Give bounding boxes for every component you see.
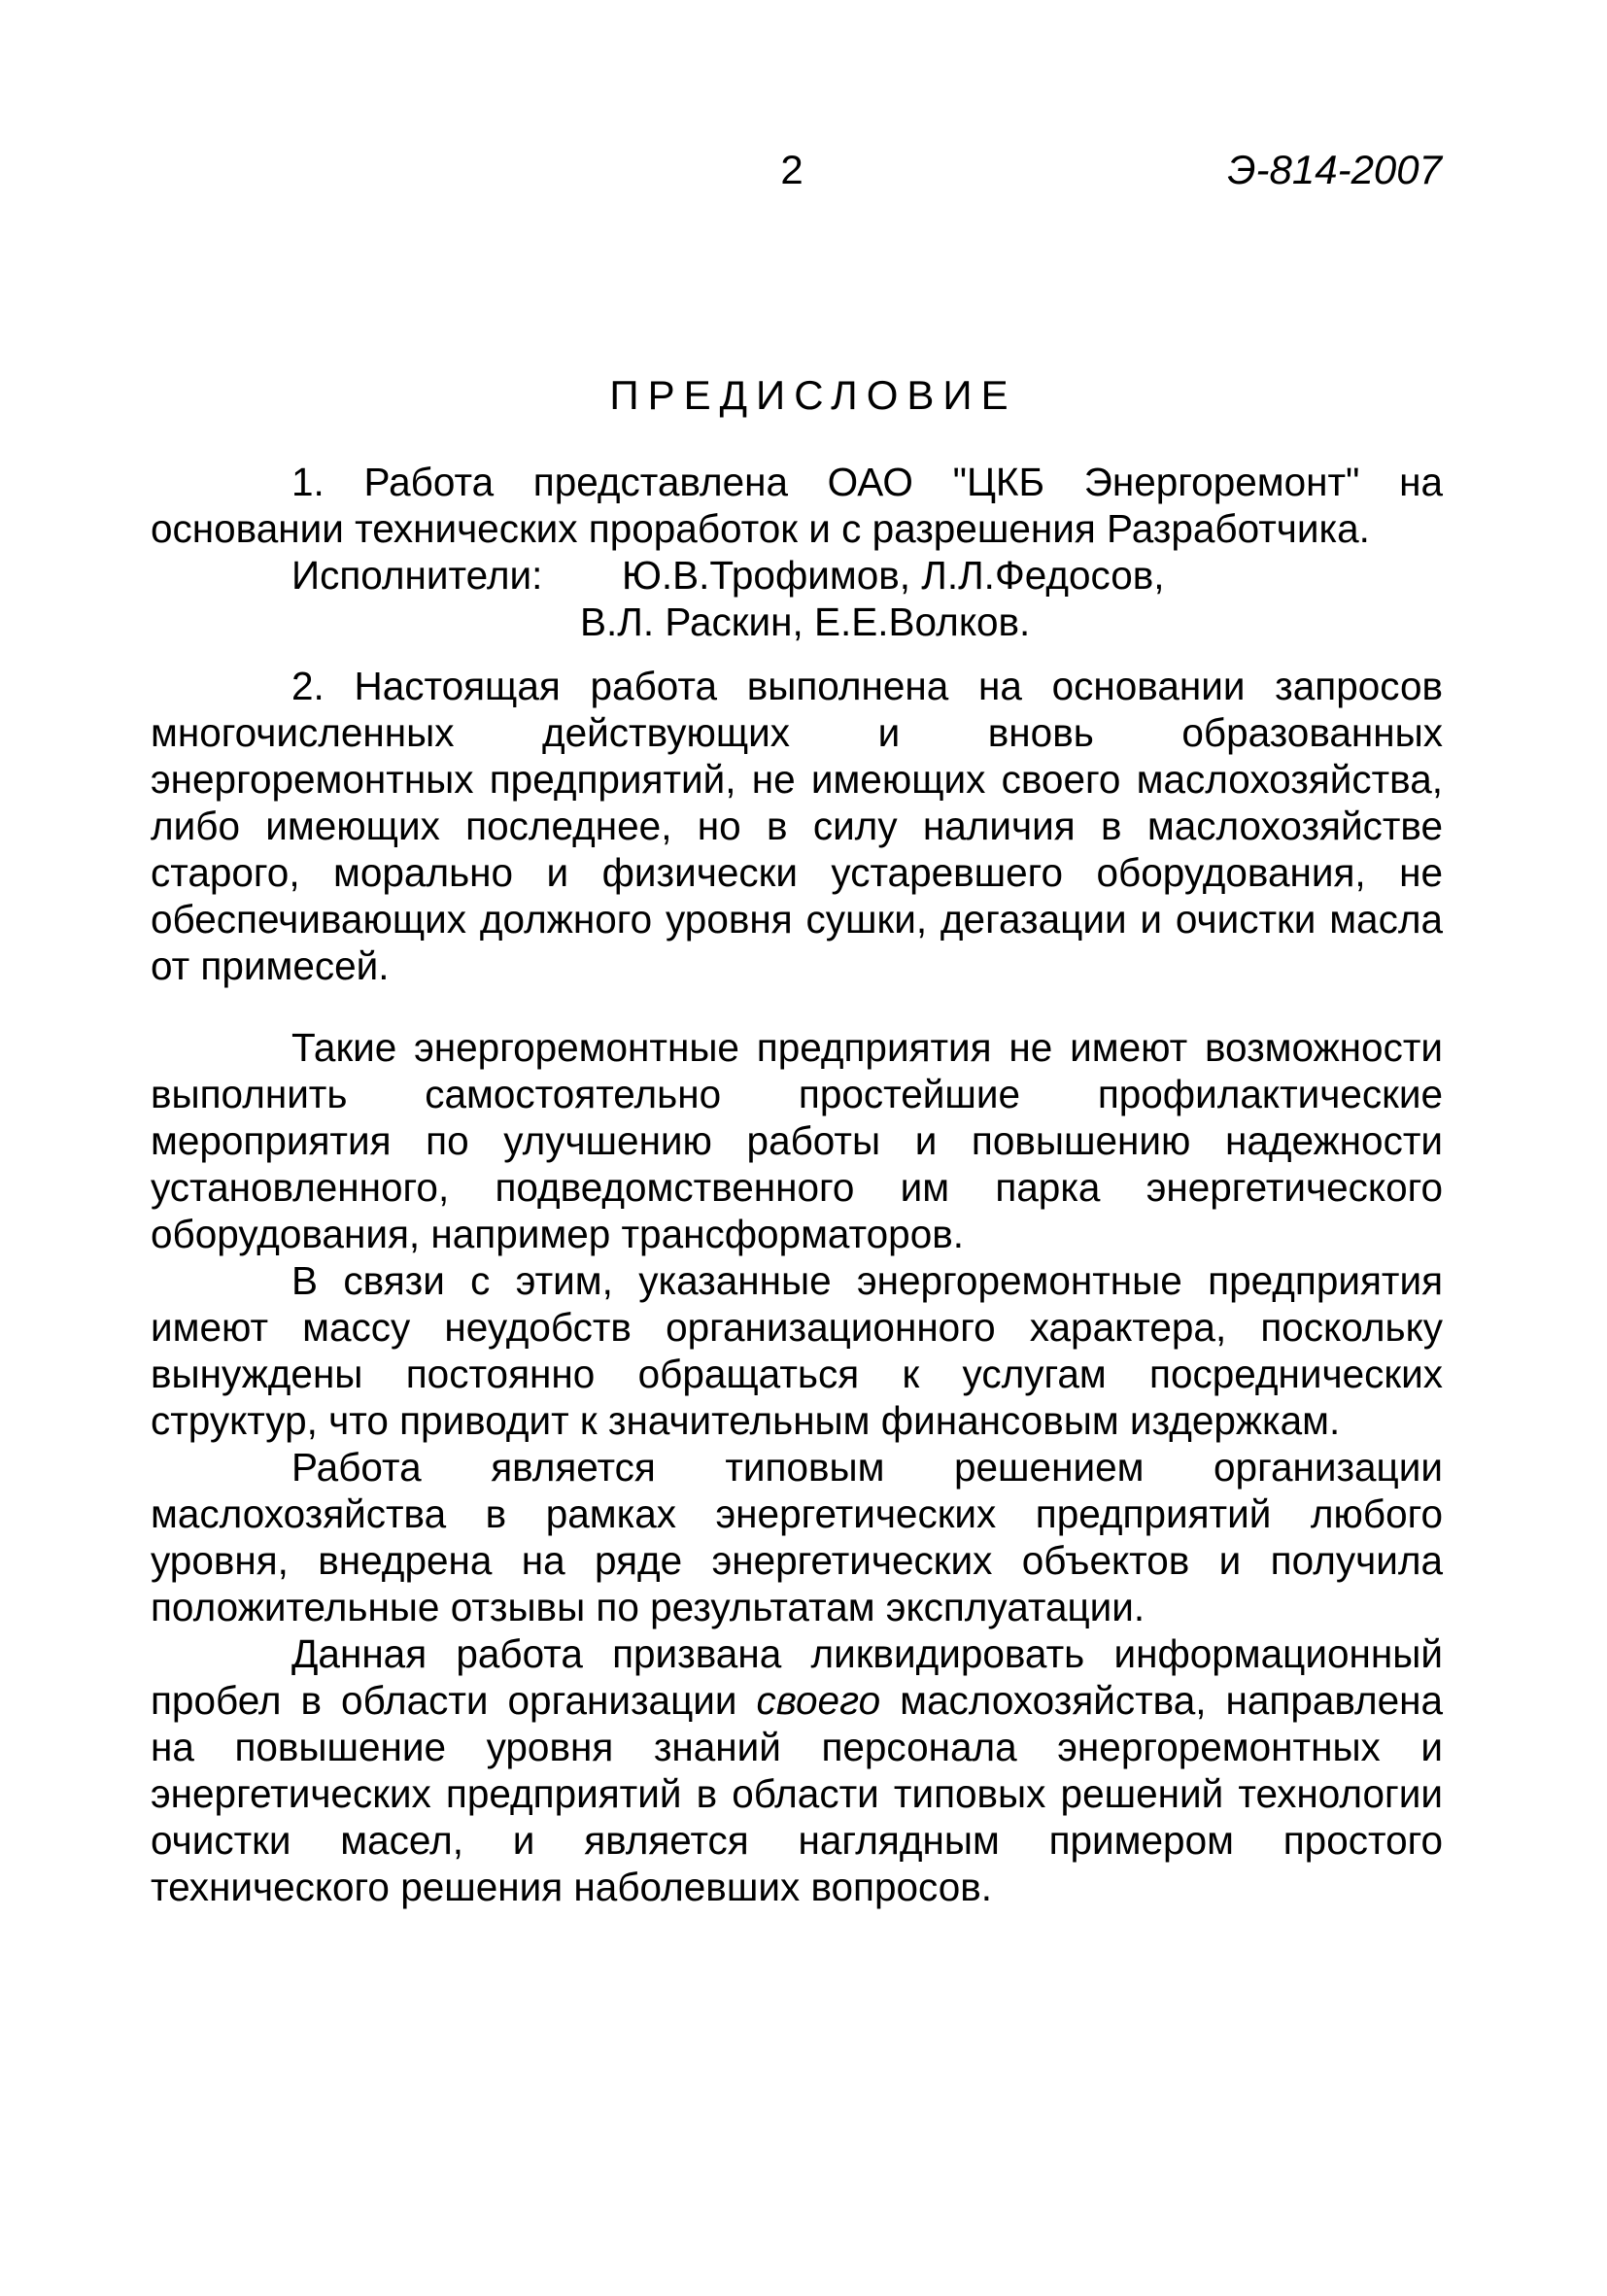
paragraph-purpose-part-2: маслохозяйства, направлена на повышение уровня знаний персонала энергоремонтных и энергетических предприятий в области типовых решений технологии очистки масел, и является наглядным примером простого технического решения наболевших вопросов. (151, 1678, 1444, 1909)
page-number: 2 (780, 147, 804, 192)
document-code: Э-814-2007 (1227, 147, 1442, 192)
body-text (151, 459, 1443, 1910)
page-title: ПРЕДИСЛОВИЕ (609, 372, 1017, 418)
paragraph-enterprises: Такие энергоремонтные предприятия не имеют возможности выполнить самостоятельно простейшие профилактические мероприятия по улучшению работы и повышению надежности установленного, подведомственного им парка энергетического оборудования, например трансформаторов. (151, 1025, 1443, 1256)
paragraph-typical-solution: Работа является типовым решением организации маслохозяйства в рамках энергетических предприятий любого уровня, внедрена на ряде энергетических объектов и получила положительные отзывы по результатам эксплуатации. (151, 1445, 1443, 1629)
paragraph-purpose-part-1: Данная работа призвана ликвидировать информационный пробел в области организации (151, 1631, 1443, 1723)
paragraph-purpose (151, 1630, 1443, 1910)
section-1-paragraph: 1. Работа представлена ОАО "ЦКБ Энергоремонт" на основании технических проработок и с разрешения Разработчика. (151, 460, 1443, 551)
section-2-paragraph: 2. Настоящая работа выполнена на основании запросов многочисленных действующих и вновь образованных энергоремонтных предприятий, не имеющих своего маслохозяйства, либо имеющих последнее, но в силу наличия в маслохозяйстве старого, морально и физически устаревшего оборудования, не обеспечивающих должного уровня сушки, дегазации и очистки масла от примесей. (151, 664, 1443, 988)
performers-names-line-2: В.Л. Раскин, Е.Е.Волков. (580, 600, 1031, 644)
performers-block (151, 552, 1443, 645)
performers-names-line-1: Ю.В.Трофимов, Л.Л.Федосов, (622, 553, 1165, 598)
paragraph-inconvenience: В связи с этим, указанные энергоремонтные предприятия имеют массу неудобств организационного характера, поскольку вынуждены постоянно обращаться к услугам посреднических структур, что приводит к значительным финансовым издержкам. (151, 1258, 1443, 1443)
paragraph-purpose-emphasis: своего (756, 1678, 881, 1723)
performers-label: Исполнители: (291, 553, 543, 598)
